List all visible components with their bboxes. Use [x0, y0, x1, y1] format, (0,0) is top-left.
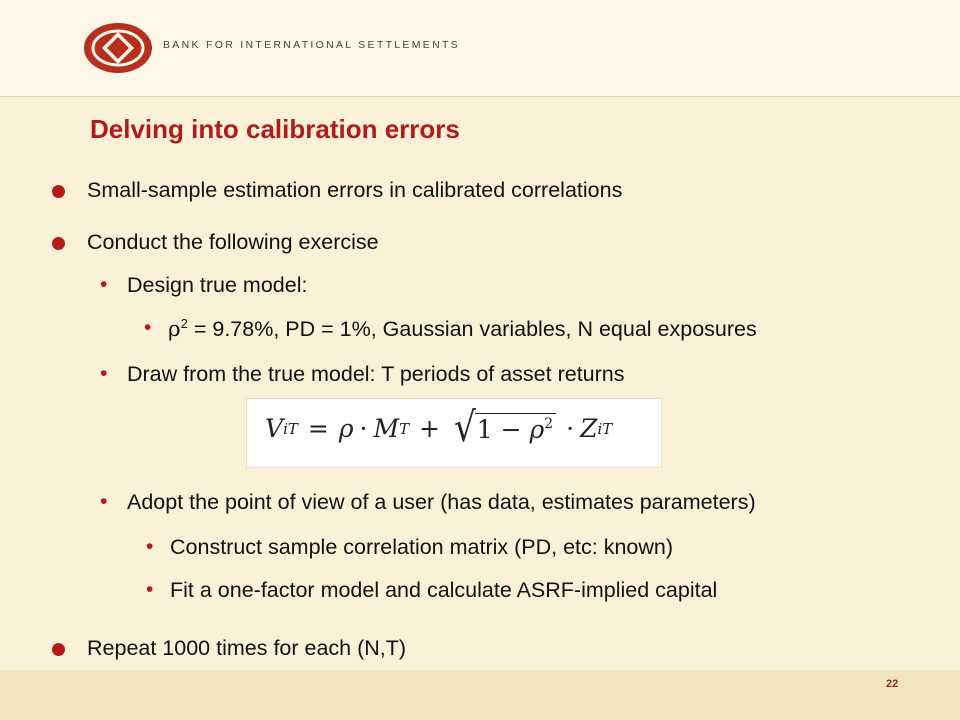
- formula-v-subscript: iT: [283, 419, 298, 438]
- formula-plus: +: [419, 414, 441, 443]
- sub-bullet-marker: •: [146, 535, 154, 558]
- formula-v: V: [265, 414, 284, 443]
- slide-title: Delving into calibration errors: [90, 114, 460, 144]
- formula-sqrt: [454, 403, 556, 452]
- formula-m: M: [373, 414, 400, 443]
- sub-bullet-design-model: [100, 273, 308, 298]
- sub-bullet-draw-model: [100, 362, 625, 387]
- bullet-small-sample: [87, 178, 622, 203]
- asset-return-formula: [265, 403, 613, 452]
- bullet-text: Draw from the true model: T periods of asset returns: [127, 362, 625, 386]
- formula-rho-sq: ρ: [529, 415, 545, 444]
- bullet-text: Fit a one-factor model and calculate ASRF-implied capital: [170, 578, 718, 602]
- formula-dot: ·: [566, 414, 575, 443]
- bullet-text: Repeat 1000 times for each (N,T): [87, 636, 407, 660]
- rho-symbol: ρ: [168, 317, 181, 342]
- sub-sub-bullet-one-factor: [146, 578, 718, 603]
- sub-sub-bullet-correlation-matrix: [146, 535, 674, 560]
- formula-square: 2: [544, 416, 554, 432]
- bullet-dot: [52, 185, 65, 198]
- sub-bullet-marker: •: [144, 316, 152, 339]
- bullet-text: Adopt the point of view of a user (has data, estimates parameters): [127, 490, 756, 514]
- bullet-dot: [52, 643, 65, 656]
- sub-bullet-marker: •: [100, 273, 108, 296]
- bullet-conduct-exercise: [87, 230, 379, 255]
- bullet-dot: [52, 237, 65, 250]
- rho-exponent: 2: [180, 316, 188, 331]
- bullet-text: Design true model:: [127, 273, 308, 297]
- formula-m-subscript: T: [399, 419, 410, 438]
- formula-z: Z: [580, 414, 598, 443]
- formula-z-subscript: iT: [597, 419, 613, 438]
- sub-bullet-marker: •: [100, 490, 108, 513]
- formula-rho: ρ: [338, 414, 354, 443]
- page-number: 22: [886, 678, 899, 690]
- formula-dot: ·: [359, 414, 368, 443]
- sqrt-icon: √: [454, 403, 476, 452]
- formula-one-minus: 1 −: [476, 415, 530, 444]
- sub-bullet-marker: •: [100, 362, 108, 385]
- sub-bullet-marker: •: [146, 578, 154, 601]
- sub-bullet-user-view: [100, 490, 756, 515]
- bullet-text: Small-sample estimation errors in calibrated correlations: [87, 178, 623, 202]
- bullet-text: = 9.78%, PD = 1%, Gaussian variables, N equal exposures: [187, 317, 757, 341]
- bullet-repeat: [87, 636, 406, 661]
- organization-name: BANK FOR INTERNATIONAL SETTLEMENTS: [163, 39, 460, 51]
- formula-equals: =: [307, 414, 329, 443]
- footer-band: [0, 670, 960, 720]
- sqrt-body: [475, 413, 556, 444]
- formula-box: [246, 398, 662, 468]
- sub-sub-bullet-parameters: [144, 316, 757, 342]
- bullet-text: Construct sample correlation matrix (PD, etc: known): [170, 535, 674, 559]
- bullet-text: Conduct the following exercise: [87, 230, 379, 254]
